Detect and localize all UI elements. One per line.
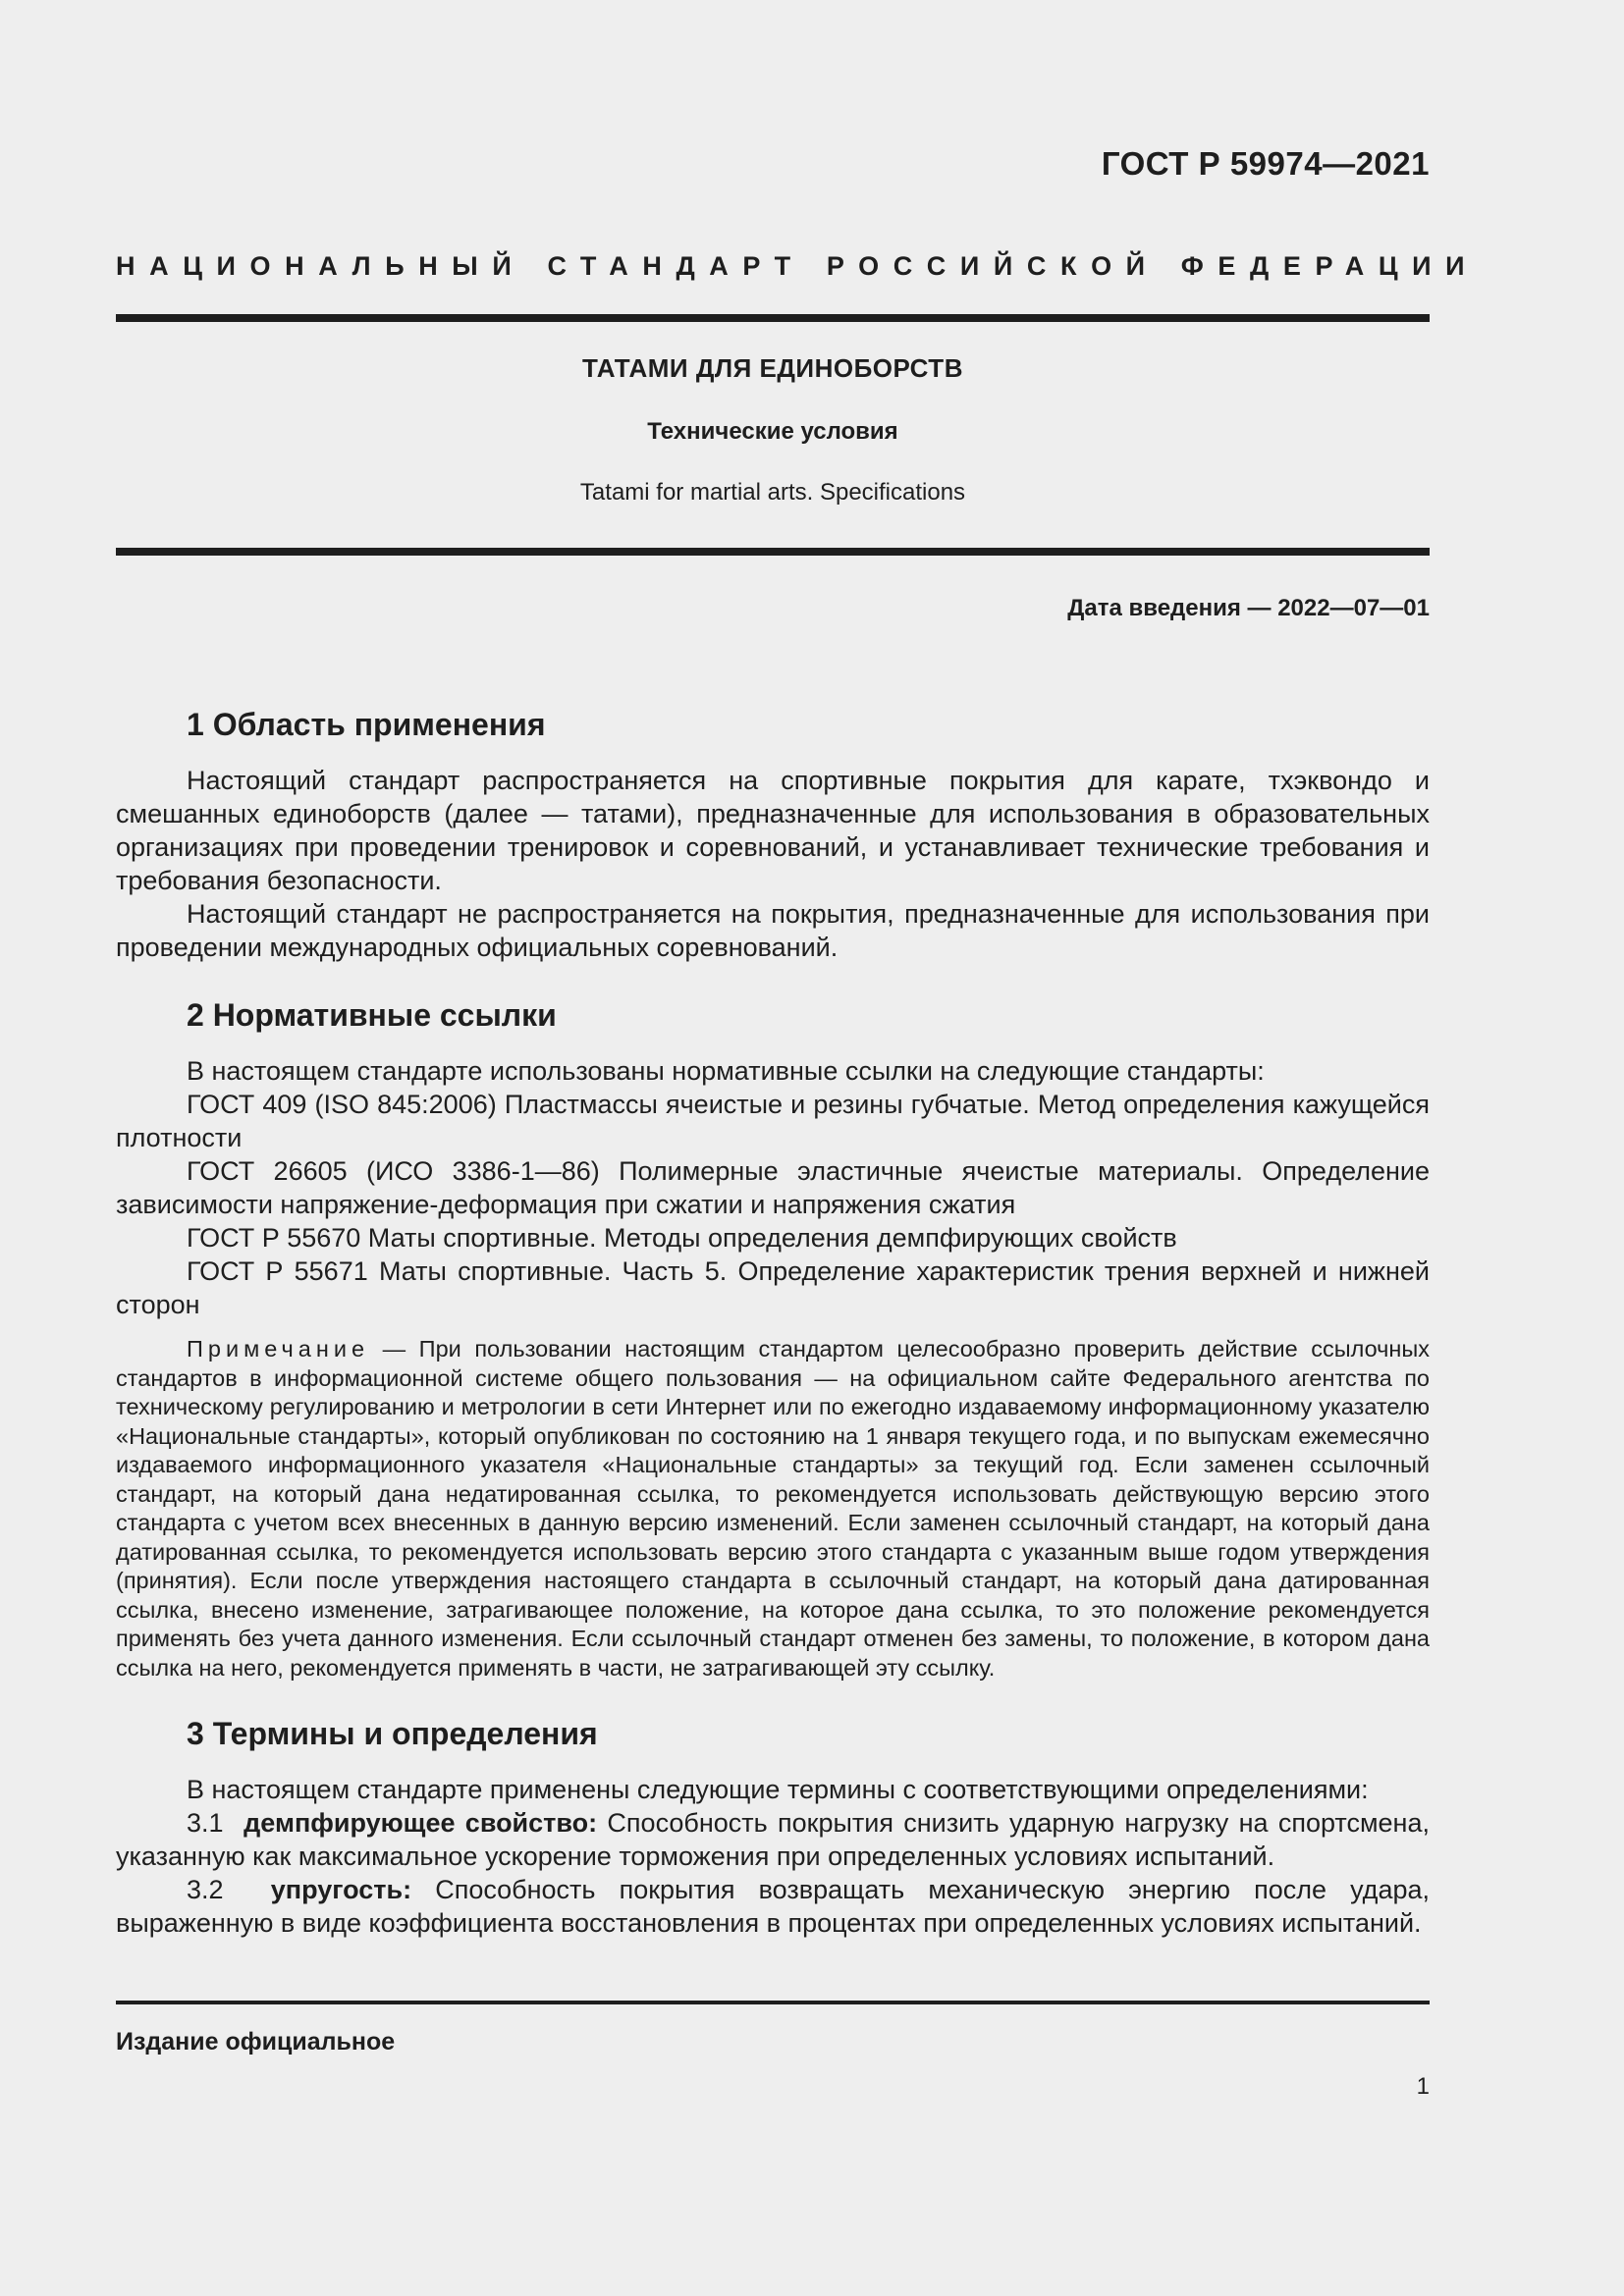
term-entry [116, 1873, 1430, 1940]
reference-note [116, 1335, 1430, 1682]
section-1-paragraph: Настоящий стандарт не распространяется на покрытия, предназначенные для использования при проведении международных официальных соревнований. [116, 899, 1430, 962]
term-definition: Способность покрытия возвращать механическую энергию после удара, выраженную в виде коэффициента восстановления в процентах при определенных условиях испытаний. [116, 1875, 1430, 1938]
page-number: 1 [1416, 2073, 1430, 2100]
standard-number: ГОСТ Р 59974—2021 [1101, 145, 1430, 182]
section-3-heading: 3 Термины и определения [187, 1716, 598, 1751]
title-rule [116, 548, 1430, 556]
section-3-intro: В настоящем стандарте применены следующие термины с соответствующими определениями: [187, 1775, 1369, 1804]
section-1-heading: 1 Область применения [187, 707, 546, 742]
english-title: Tatami for martial arts. Specifications [579, 479, 966, 506]
section-2-intro: В настоящем стандарте использованы нормативные ссылки на следующие стандарты: [187, 1056, 1265, 1086]
normative-reference: ГОСТ 409 (ISO 845:2006) Пластмассы ячеистые и резины губчатые. Метод определения кажущейся плотности [116, 1090, 1430, 1152]
document-subtitle: Технические условия [647, 418, 898, 445]
introduction-date: Дата введения — 2022—07—01 [1067, 595, 1430, 621]
header-rule [116, 314, 1430, 322]
national-standard-title: НАЦИОНАЛЬНЫЙ СТАНДАРТ РОССИЙСКОЙ ФЕДЕРАЦИИ [116, 251, 1480, 281]
term-entry [116, 1806, 1430, 1873]
normative-reference: ГОСТ Р 55671 Маты спортивные. Часть 5. Определение характеристик трения верхней и нижней сторон [116, 1256, 1430, 1319]
term-number: 3.2 [187, 1875, 224, 1904]
term-number: 3.1 [187, 1808, 224, 1838]
term-definition: Способность покрытия снизить ударную нагрузку на спортсмена, указанную как максимальное ускорение торможения при определенных условиях испытаний. [116, 1808, 1430, 1871]
document-body [116, 697, 1430, 1940]
normative-reference: ГОСТ Р 55670 Маты спортивные. Методы определения демпфирующих свойств [187, 1223, 1177, 1253]
term-name: демпфирующее свойство: [244, 1808, 598, 1838]
footer-rule [116, 2001, 1430, 2004]
note-text: — При пользовании настоящим стандартом целесообразно проверить действие ссылочных стандартов в информационной системе общего пользования — на официальном сайте Федерального агентства по техническому регулированию и метрологии в сети Интернет или по ежегодно издаваемому информационному указателю «Национальные стандарты», который опубликован по состоянию на 1 января текущего года, и по выпускам ежемесячно издаваемого информационного указателя «Национальные стандарты» за текущий год. Если заменен ссылочный стандарт, на который дана недатированная ссылка, то рекомендуется использовать действующую версию этого стандарта с учетом всех внесенных в данную версию изменений. Если заменен ссылочный стандарт, на который дана датированная ссылка, то рекомендуется использовать версию этого стандарта с указанным выше годом утверждения (принятия). Если после утверждения настоящего стандарта в ссылочный стандарт, на который дана датированная ссылка, внесено изменение, затрагивающее положение, на которое дана ссылка, то это положение рекомендуется применять без учета данного изменения. Если ссылочный стандарт отменен без замены, то положение, в котором дана ссылка на него, рекомендуется применять в части, не затрагивающей эту ссылку. [116, 1336, 1430, 1681]
document-title: ТАТАМИ ДЛЯ ЕДИНОБОРСТВ [582, 353, 963, 383]
official-publication-label: Издание официальное [116, 2028, 396, 2056]
section-2-heading: 2 Нормативные ссылки [187, 997, 557, 1033]
normative-reference: ГОСТ 26605 (ИСО 3386-1—86) Полимерные эластичные ячеистые материалы. Определение зависимости напряжение-деформация при сжатии и напряжения сжатия [116, 1156, 1430, 1219]
note-label: Примечание [187, 1336, 370, 1362]
term-name: упругость: [270, 1875, 412, 1904]
section-1-paragraph: Настоящий стандарт распространяется на спортивные покрытия для карате, тхэквондо и смешанных единоборств (далее — татами), предназначенные для использования в образовательных организациях при проведении тренировок и соревнований, и устанавливает технические требования и требования безопасности. [116, 766, 1430, 895]
